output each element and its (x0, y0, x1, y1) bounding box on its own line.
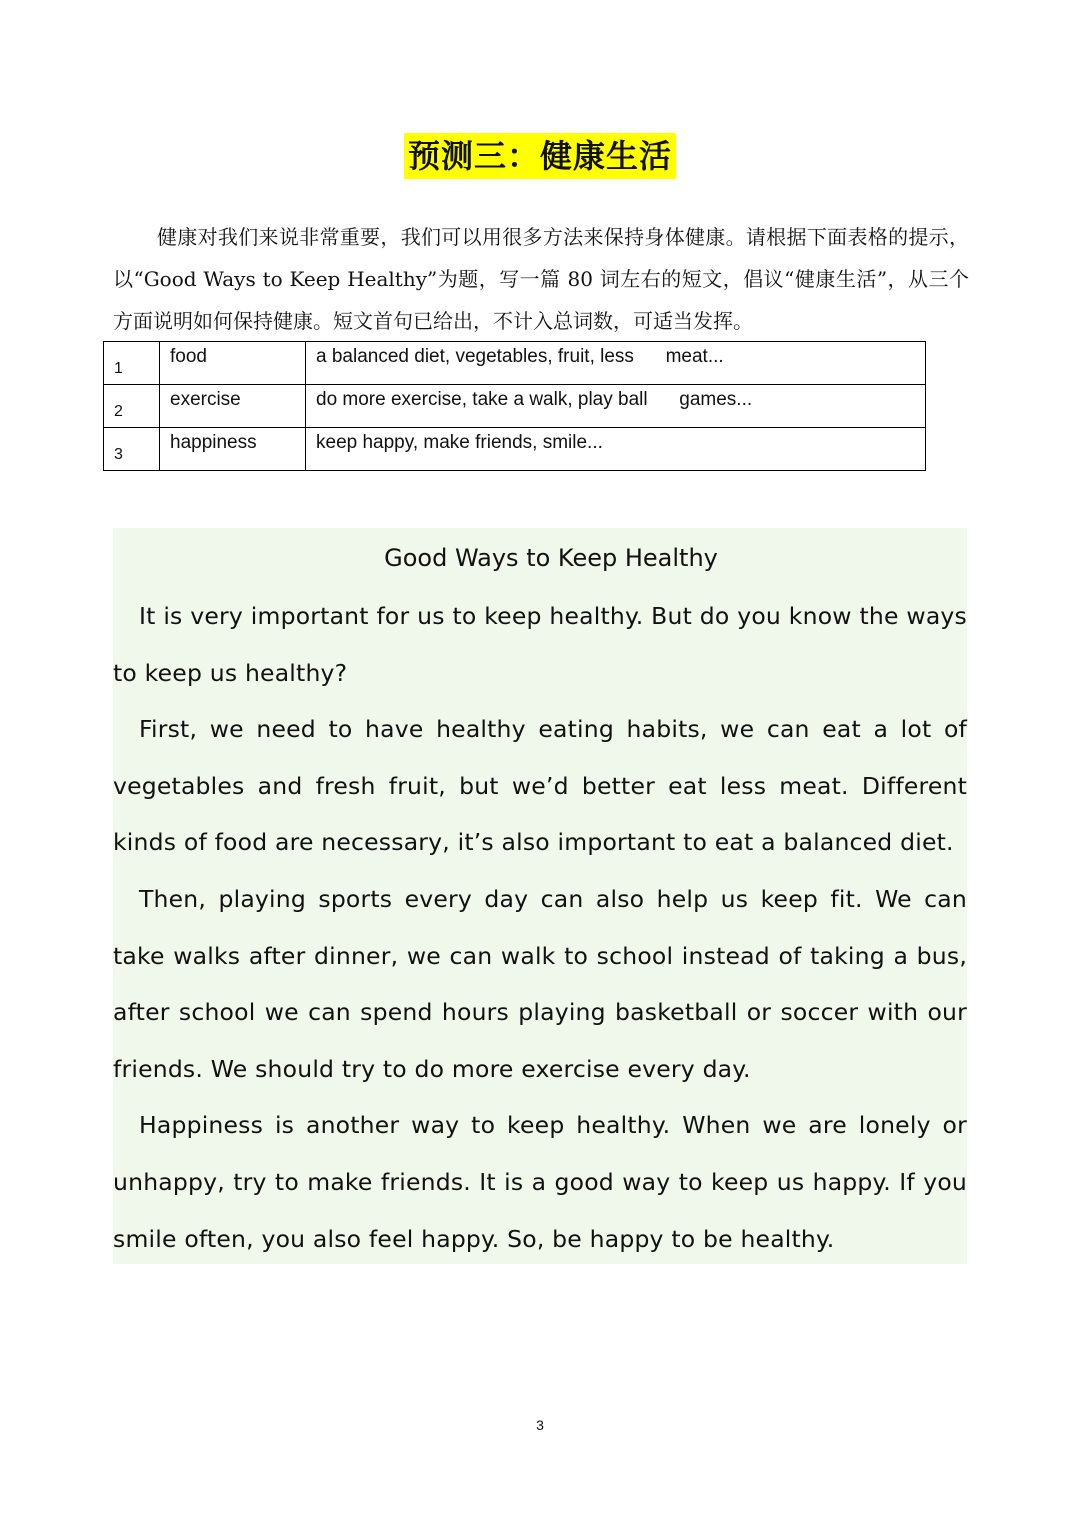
row-number: 1 (104, 342, 160, 385)
essay-paragraph: First, we need to have healthy eating habits, we can eat a lot of vegetables and fresh fruit, but we’d better eat less meat. Different kinds of food are necessary, it’s also important to eat a balanced diet. (113, 715, 967, 857)
sample-essay (113, 528, 967, 1264)
page-title: 预测三：健康生活 (404, 133, 676, 179)
row-number: 2 (104, 385, 160, 428)
essay-title: Good Ways to Keep Healthy (384, 544, 718, 572)
row-tips: do more exercise, take a walk, play ball games... (306, 385, 926, 428)
row-tips: a balanced diet, vegetables, fruit, less meat... (306, 342, 926, 385)
hints-table (103, 341, 926, 471)
row-number: 3 (104, 428, 160, 471)
title-container (0, 133, 1080, 179)
table-row (104, 428, 926, 471)
instructions-text: 健康对我们来说非常重要，我们可以用很多方法来保持身体健康。请根据下面表格的提示，以“Good Ways to Keep Healthy”为题，写一篇 80 词左右的短文，倡议“健康生活”，从三个方面说明如何保持健康。短文首句已给出，不计入总词数，可适当发挥。 (113, 225, 969, 333)
row-topic: food (160, 342, 306, 385)
page-number: 3 (536, 1417, 544, 1433)
essay-paragraph: Then, playing sports every day can also help us keep fit. We can take walks after dinner, we can walk to school instead of taking a bus, after school we can spend hours playing basketball or soccer with our friends. We should try to do more exercise every day. (113, 884, 967, 1083)
row-topic: exercise (160, 385, 306, 428)
essay-paragraph: Happiness is another way to keep healthy. When we are lonely or unhappy, try to make friends. It is a good way to keep us happy. If you smile often, you also feel happy. So, be happy to be healthy. (113, 1111, 967, 1253)
essay-paragraph: It is very important for us to keep healthy. But do you know the ways to keep us healthy? (113, 602, 967, 687)
row-tips: keep happy, make friends, smile... (306, 428, 926, 471)
table-row (104, 342, 926, 385)
row-topic: happiness (160, 428, 306, 471)
table-row (104, 385, 926, 428)
